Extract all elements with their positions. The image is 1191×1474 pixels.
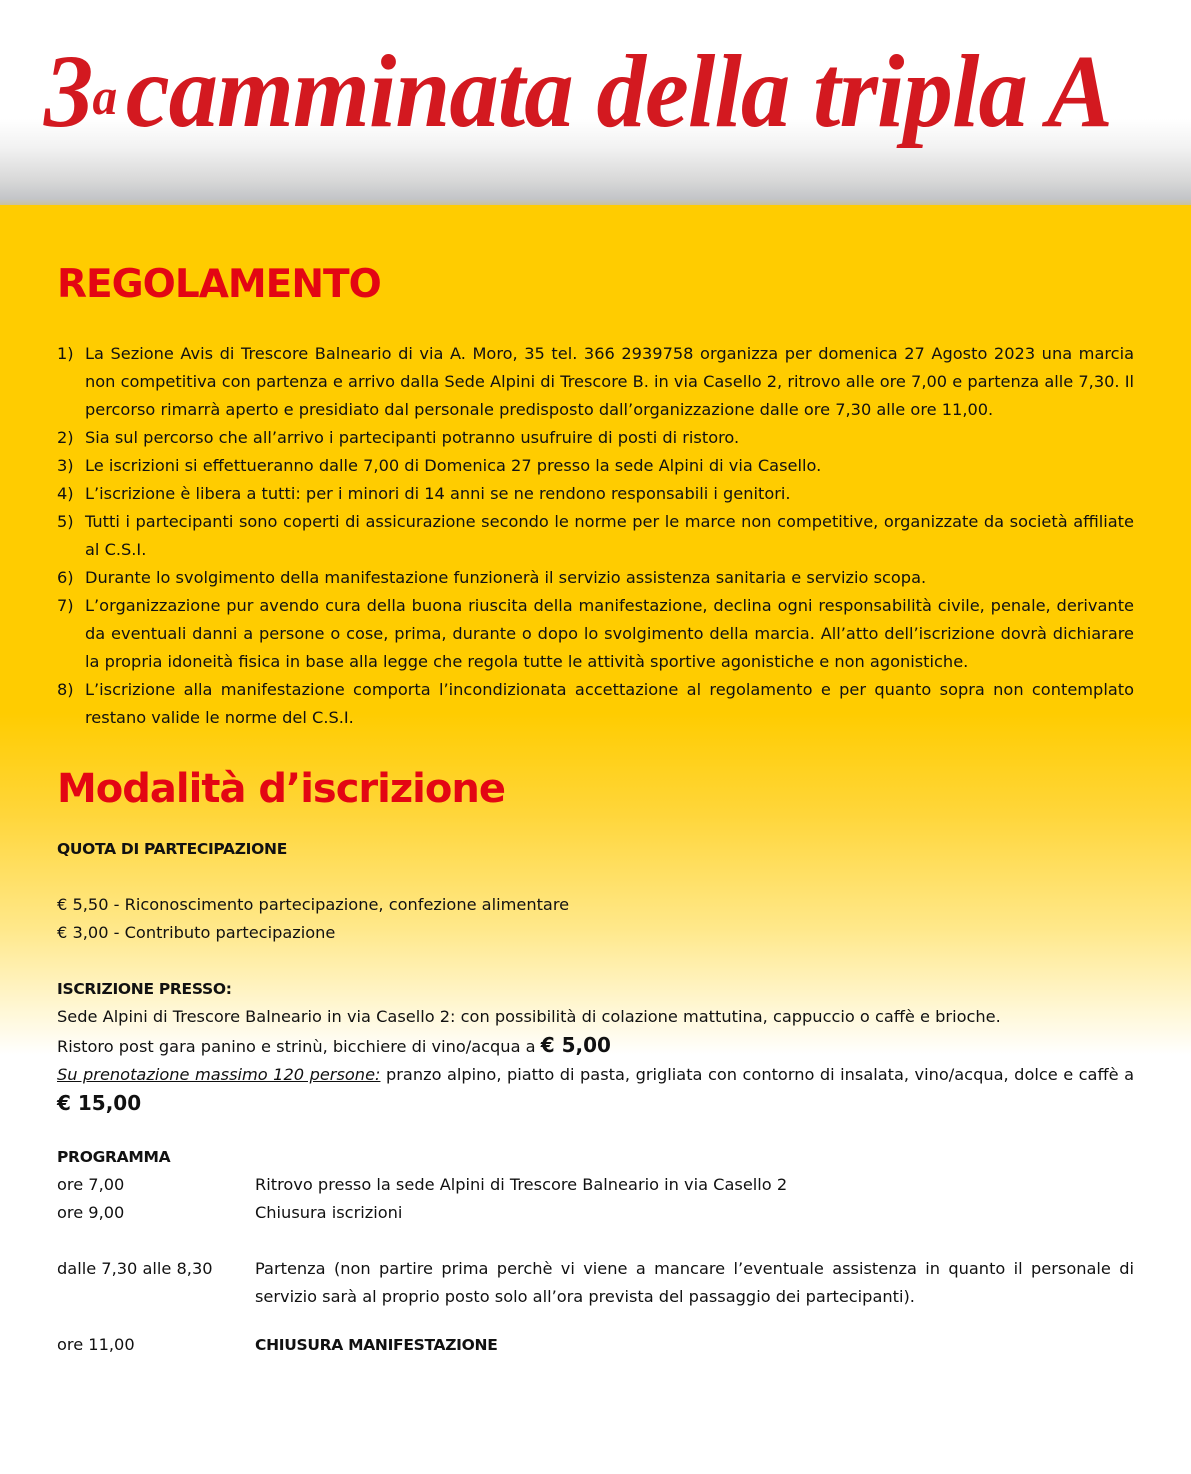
- title-number: 3: [44, 34, 93, 149]
- rule-item: [57, 424, 1134, 452]
- rule-text: L’organizzazione pur avendo cura della buona riuscita della manifestazione, declina ogni responsabilità civile, penale, derivante da eventuali danni a persone o cose, prima, durante o dopo lo svolgimento della marcia. All’atto dell’iscrizione dovrà dichiarare la propria idoneità fisica in base alla legge che regola tutte le attività sportive agonistiche e non agonistiche.: [85, 596, 1134, 671]
- rule-text: Le iscrizioni si effettueranno dalle 7,00 di Domenica 27 presso la sede Alpini di via Casello.: [85, 456, 822, 475]
- rule-text: La Sezione Avis di Trescore Balneario di via A. Moro, 35 tel. 366 2939758 organizza per domenica 27 Agosto 2023 una marcia non competitiva con partenza e arrivo dalla Sede Alpini di Trescore B. in via Casello 2, ritrovo alle ore 7,00 e partenza alle 7,30. Il percorso rimarrà aperto e presidiato dal personale predisposto dall’organizzazione dalle ore 7,30 alle ore 11,00.: [85, 344, 1134, 419]
- pranzo-text: pranzo alpino, piatto di pasta, grigliata con contorno di insalata, vino/acqua, dolce e caffè a: [380, 1065, 1134, 1084]
- iscrizione-label: ISCRIZIONE PRESSO:: [57, 980, 232, 998]
- pranzo-price: € 15,00: [57, 1091, 142, 1115]
- programma-desc: Ritrovo presso la sede Alpini di Trescore Balneario in via Casello 2: [255, 1175, 788, 1194]
- programma-row: [57, 1171, 1134, 1199]
- iscrizione-section: [57, 975, 1134, 1119]
- regolamento-heading: REGOLAMENTO: [57, 262, 381, 307]
- programma-desc: Chiusura iscrizioni: [255, 1203, 403, 1222]
- rule-number: 7): [57, 596, 74, 615]
- programma-time: ore 11,00: [57, 1335, 135, 1354]
- rule-number: 2): [57, 428, 74, 447]
- rule-item: [57, 564, 1134, 592]
- pranzo-line: [57, 1061, 1134, 1119]
- quota-section: [57, 835, 1134, 947]
- programma-time: dalle 7,30 alle 8,30: [57, 1259, 213, 1278]
- rule-text: L’iscrizione alla manifestazione comporta l’incondizionata accettazione al regolamento e per quanto sopra non contemplato restano valide le norme del C.S.I.: [85, 680, 1134, 727]
- rule-text: Sia sul percorso che all’arrivo i partecipanti potranno usufruire di posti di ristoro.: [85, 428, 740, 447]
- pranzo-reservation-note: Su prenotazione massimo 120 persone:: [57, 1065, 381, 1084]
- rule-item: [57, 676, 1134, 732]
- rule-number: 1): [57, 344, 74, 363]
- rule-number: 6): [57, 568, 74, 587]
- programma-label: PROGRAMMA: [57, 1148, 171, 1166]
- rule-item: [57, 592, 1134, 676]
- programma-time: ore 7,00: [57, 1175, 125, 1194]
- title-ordinal: a: [92, 69, 117, 126]
- programma-time: ore 9,00: [57, 1203, 125, 1222]
- modalita-heading: Modalità d’iscrizione: [57, 766, 505, 812]
- quota-line: € 3,00 - Contributo partecipazione: [57, 923, 336, 942]
- rule-number: 3): [57, 456, 74, 475]
- rule-text: Tutti i partecipanti sono coperti di assicurazione secondo le norme per le marce non competitive, organizzate da società affiliate al C.S.I.: [85, 512, 1134, 559]
- rule-text: L’iscrizione è libera a tutti: per i minori di 14 anni se ne rendono responsabili i genitori.: [85, 484, 791, 503]
- rules-list: [57, 340, 1134, 732]
- programma-row: [57, 1255, 1134, 1311]
- programma-row: [57, 1331, 1134, 1359]
- ristoro-price: € 5,00: [540, 1033, 611, 1057]
- rule-number: 5): [57, 512, 74, 531]
- page-title: [44, 32, 1112, 152]
- rule-item: [57, 508, 1134, 564]
- programma-row: [57, 1199, 1134, 1227]
- quota-line: € 5,50 - Riconoscimento partecipazione, confezione alimentare: [57, 895, 570, 914]
- title-banner: [0, 0, 1191, 205]
- title-text: camminata della tripla A: [125, 34, 1112, 149]
- programma-closing: CHIUSURA MANIFESTAZIONE: [255, 1336, 498, 1354]
- rule-item: [57, 452, 1134, 480]
- rule-number: 8): [57, 680, 74, 699]
- rule-text: Durante lo svolgimento della manifestazione funzionerà il servizio assistenza sanitaria e servizio scopa.: [85, 568, 927, 587]
- programma-section: [57, 1143, 1134, 1359]
- rule-item: [57, 480, 1134, 508]
- ristoro-line: [57, 1031, 1134, 1061]
- rule-item: [57, 340, 1134, 424]
- rule-number: 4): [57, 484, 74, 503]
- ristoro-text: Ristoro post gara panino e strinù, bicchiere di vino/acqua a: [57, 1037, 541, 1056]
- iscrizione-location: Sede Alpini di Trescore Balneario in via Casello 2: con possibilità di colazione mattutina, cappuccio o caffè e brioche.: [57, 1007, 1001, 1026]
- programma-desc: Partenza (non partire prima perchè vi viene a mancare l’eventuale assistenza in quanto il personale di servizio sarà al proprio posto solo all’ora prevista del passaggio dei partecipanti).: [255, 1259, 1134, 1306]
- quota-label: QUOTA DI PARTECIPAZIONE: [57, 840, 287, 858]
